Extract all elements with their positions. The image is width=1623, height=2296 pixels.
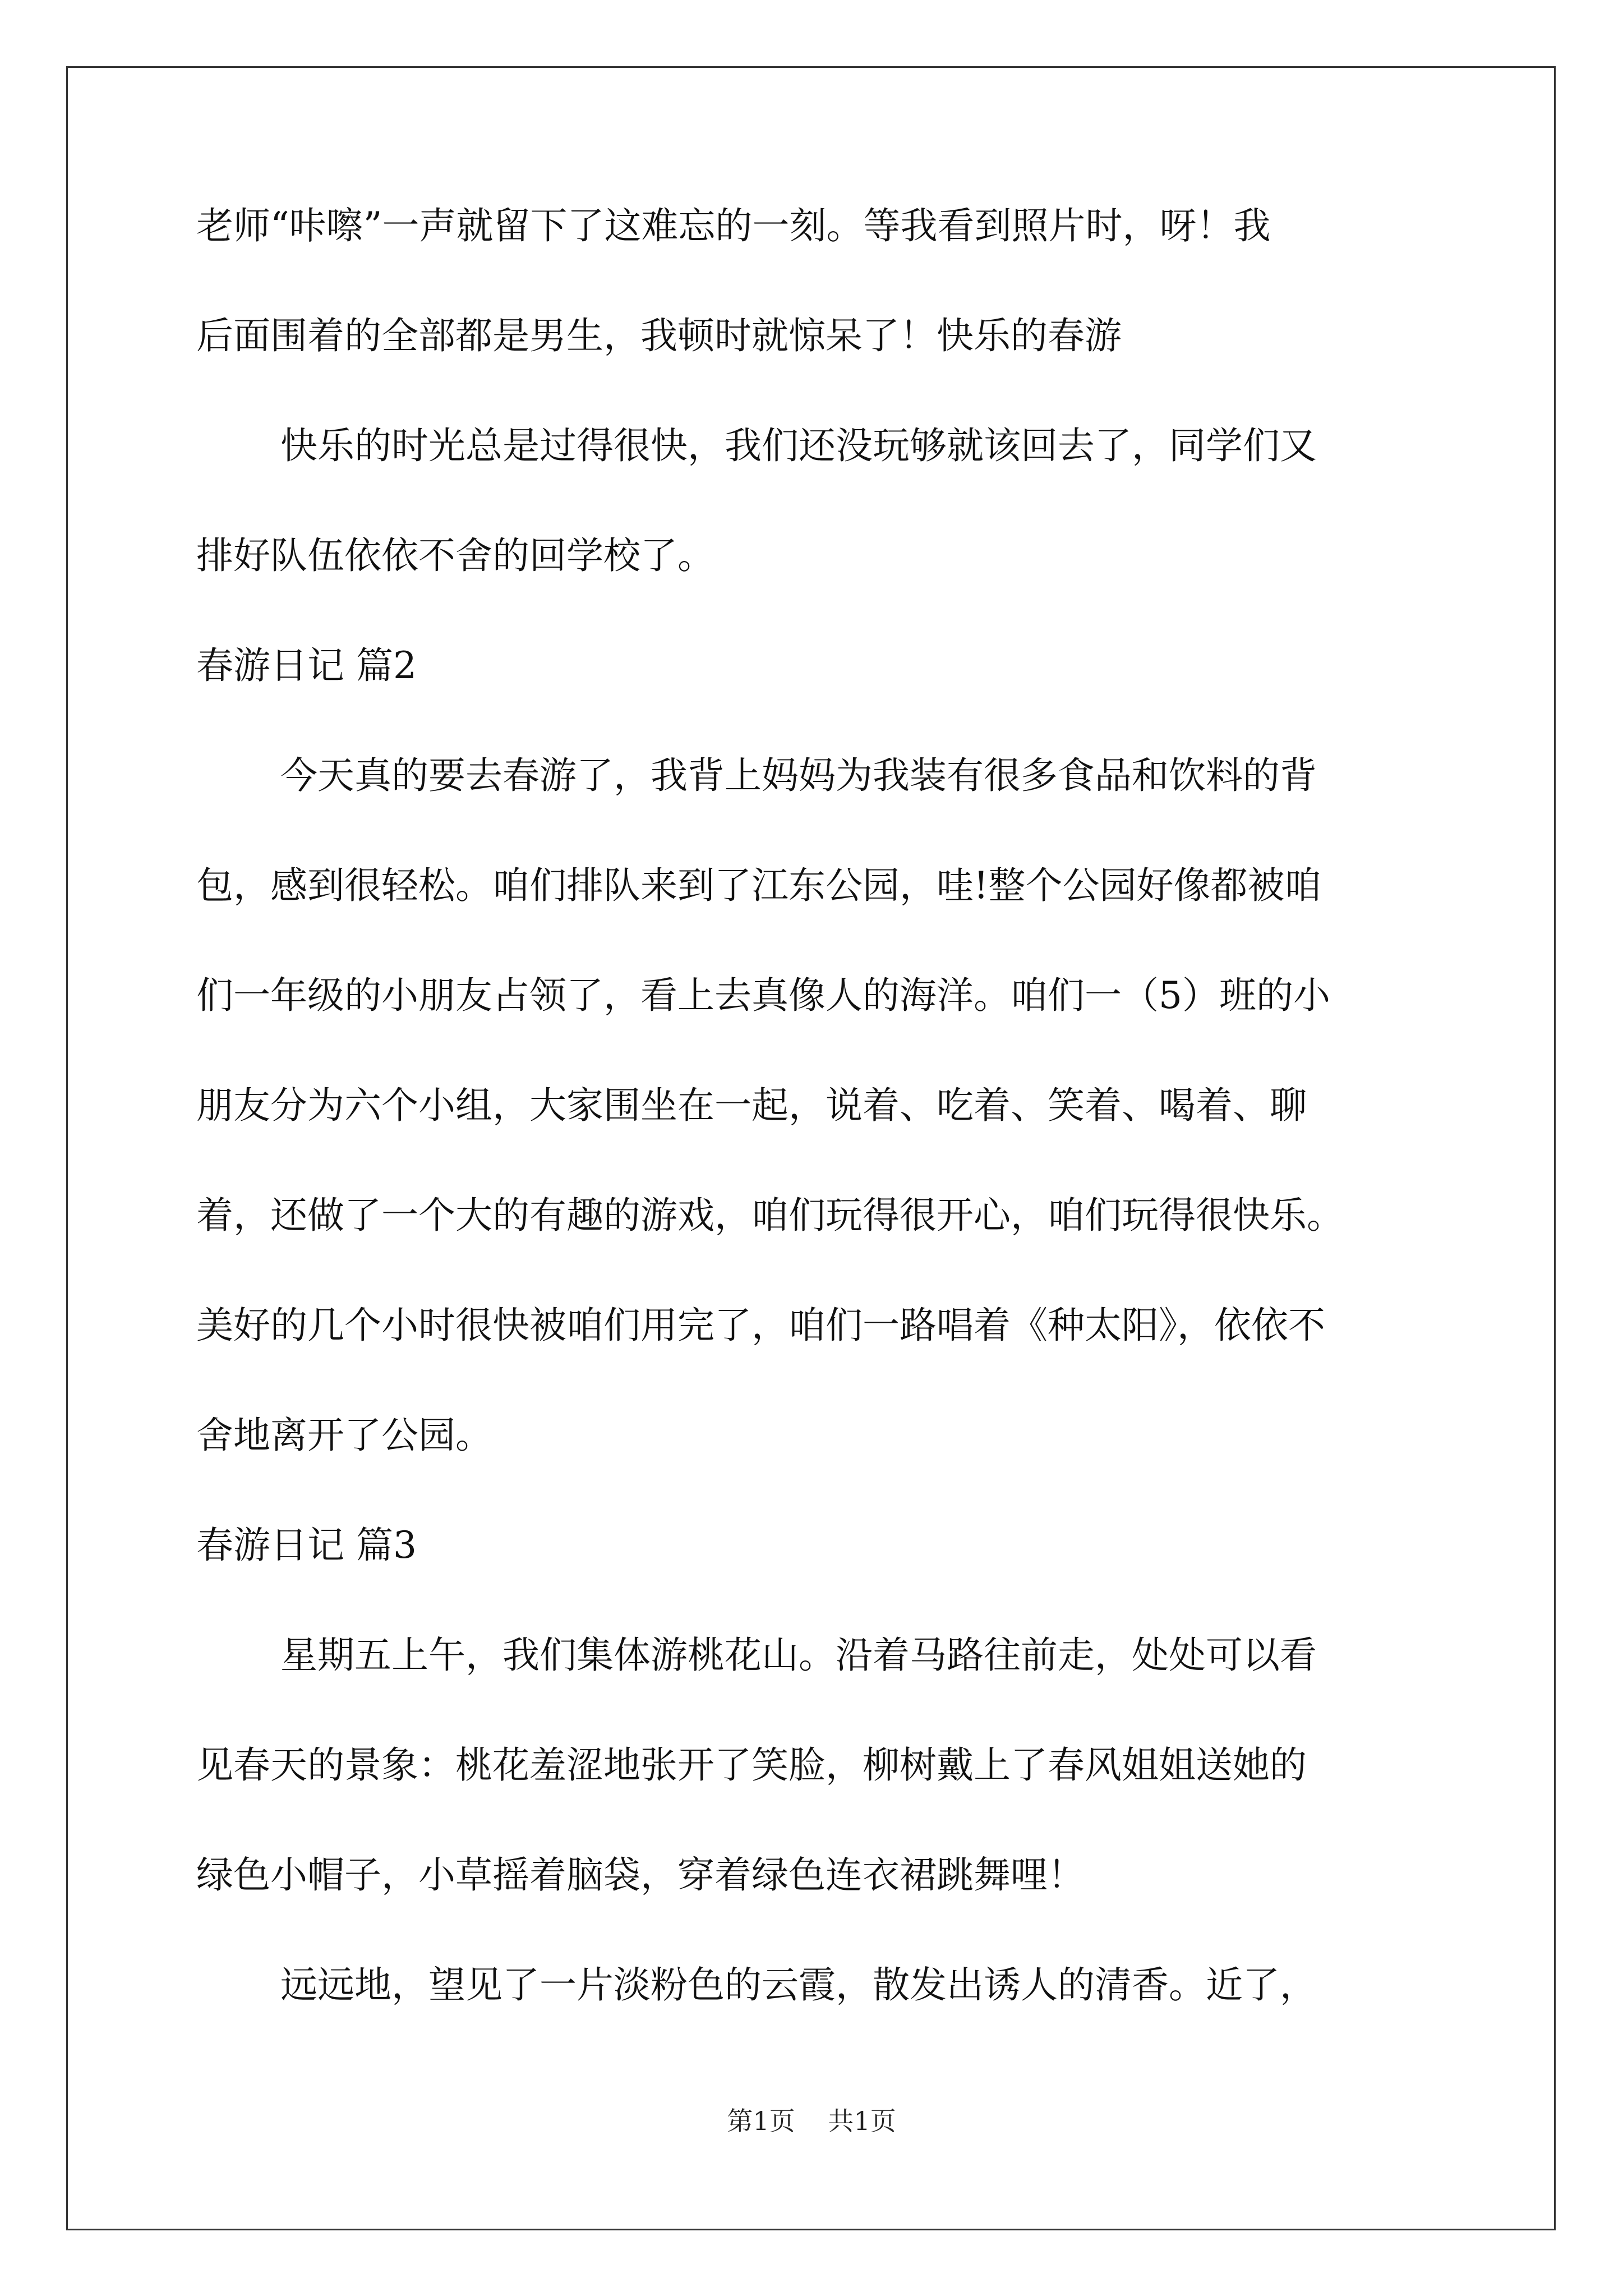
text-line: 舍地离开了公园。 (196, 1414, 492, 1457)
paragraph-start: 星期五上午，我们集体游桃花山。沿着马路往前走，处处可以看 (280, 1634, 1317, 1677)
page-number: 第1页 (727, 2106, 795, 2136)
text-line: 绿色小帽子，小草摇着脑袋，穿着绿色连衣裙跳舞哩！ (196, 1853, 1085, 1897)
text-line: 排好队伍依依不舍的回学校了。 (196, 534, 714, 577)
document-body (196, 204, 1430, 2077)
page-total: 共1页 (828, 2106, 896, 2136)
section-heading: 春游日记 篇2 (196, 644, 417, 687)
text-line: 后面围着的全部都是男生，我顿时就惊呆了！快乐的春游 (196, 314, 1122, 357)
paragraph-start: 远远地，望见了一片淡粉色的云霞，散发出诱人的清香。近了， (280, 1963, 1317, 2007)
text-line: 朋友分为六个小组，大家围坐在一起，说着、吃着、笑着、喝着、聊 (196, 1084, 1307, 1127)
section-heading: 春游日记 篇3 (196, 1524, 417, 1567)
paragraph-start: 快乐的时光总是过得很快，我们还没玩够就该回去了，同学们又 (280, 424, 1317, 467)
text-line: 们一年级的小朋友占领了，看上去真像人的海洋。咱们一（5）班的小 (196, 974, 1330, 1017)
paragraph-start: 今天真的要去春游了，我背上妈妈为我装有很多食品和饮料的背 (280, 754, 1317, 797)
page-footer (0, 2101, 1623, 2138)
text-line: 包，感到很轻松。咱们排队来到了江东公园，哇!整个公园好像都被咱 (196, 864, 1322, 907)
text-line: 美好的几个小时很快被咱们用完了，咱们一路唱着《种太阳》，依依不 (196, 1304, 1325, 1347)
text-line: 见春天的景象：桃花羞涩地张开了笑脸，柳树戴上了春风姐姐送她的 (196, 1743, 1307, 1787)
text-line: 老师“咔嚓”一声就留下了这难忘的一刻。等我看到照片时，呀！我 (196, 204, 1271, 247)
text-line: 着，还做了一个大的有趣的游戏，咱们玩得很开心，咱们玩得很快乐。 (196, 1194, 1344, 1237)
